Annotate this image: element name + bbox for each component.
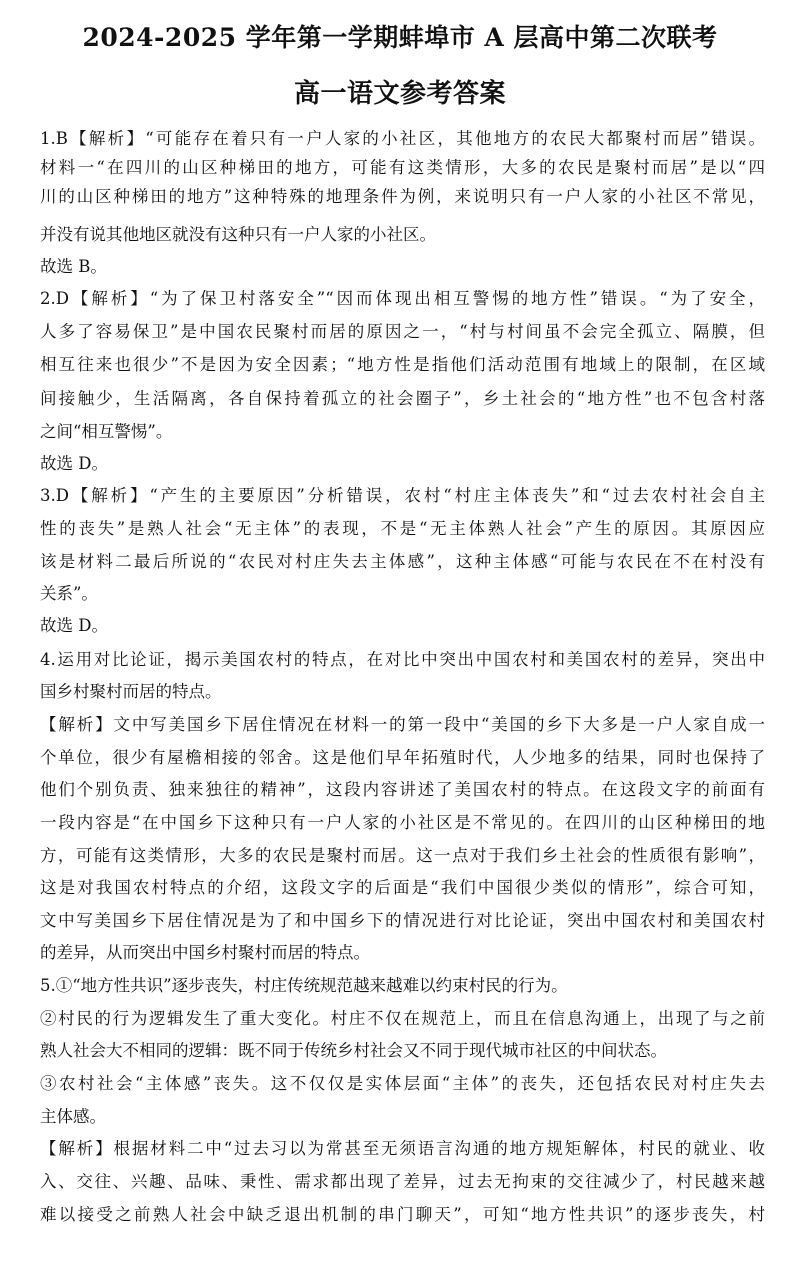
- text-line: 主体感。: [40, 1107, 106, 1126]
- text-line: 该是材料二最后所说的“农民对村庄失去主体感”，这种主体感“可能与农民在不在村没有: [40, 552, 765, 571]
- text-line: 【解析】文中写美国乡下居住情况在材料一的第一段中“美国的乡下大多是一户人家自成一: [40, 715, 765, 734]
- document-title: 2024-2025 学年第一学期蚌埠市 A 层高中第二次联考: [82, 23, 718, 52]
- text-line: 一段内容是“在中国乡下这种只有一户人家的小社区是不常见的。在四川的山区种梯田的地: [40, 813, 765, 832]
- text-line: 之间“相互警惕”。: [40, 422, 173, 441]
- text-line: 故选 D。: [40, 616, 108, 635]
- text-line: 材料一“在四川的山区种梯田的地方，可能有这类情形，大多的农民是聚村而居”是以“四: [40, 158, 765, 177]
- text-line: 人多了容易保卫”是中国农民聚村而居的原因之一，“村与村间虽不会完全孤立、隔膜，但: [40, 322, 765, 341]
- text-line: 入、交往、兴趣、品味、秉性、需求都出现了差异，过去无拘束的交往减少了，村民越来越: [40, 1172, 765, 1191]
- text-line: 个单位，很少有屋檐相接的邻舍。这是他们早年拓殖时代，人少地多的结果，同时也保持了: [40, 748, 765, 767]
- text-line: 的差异，从而突出中国乡村聚村而居的特点。: [40, 943, 370, 962]
- text-line: 3.D【解析】“产生的主要原因”分析错误，农村“村庄主体丧失”和“过去农村社会自主: [40, 486, 765, 505]
- text-line: 故选 B。: [40, 257, 107, 276]
- text-line: 1.B【解析】“可能存在着只有一户人家的小社区，其他地方的农民大都聚村而居”错误。: [40, 129, 765, 148]
- text-line: 熟人社会大不相同的逻辑：既不同于传统乡村社会又不同于现代城市社区的中间状态。: [40, 1041, 667, 1060]
- text-line: 5.①“地方性共识”逐步丧失，村庄传统规范越来越难以约束村民的行为。: [40, 976, 568, 995]
- text-line: 【解析】根据材料二中“过去习以为常甚至无须语言沟通的地方规矩解体，村民的就业、收: [40, 1139, 765, 1158]
- text-line: 关系”。: [40, 584, 98, 603]
- text-line: 他们个别负责、独来独往的精神”，这段内容讲述了美国农村的特点。在这段文字的前面有: [40, 780, 765, 799]
- text-line: 这是对我国农村特点的介绍，这段文字的后面是“我们中国很少类似的情形”，综合可知，: [40, 878, 765, 897]
- text-line: ②村民的行为逻辑发生了重大变化。村庄不仅在规范上，而且在信息沟通上，出现了与之前: [40, 1009, 765, 1028]
- text-line: ③农村社会“主体感”丧失。这不仅仅是实体层面“主体”的丧失，还包括农民对村庄失去: [40, 1074, 765, 1093]
- text-line: 并没有说其他地区就没有这种只有一户人家的小社区。: [40, 225, 436, 244]
- text-line: 故选 D。: [40, 454, 108, 473]
- text-line: 性的丧失”是熟人社会“无主体”的表现，不是“无主体熟人社会”产生的原因。其原因应: [40, 519, 765, 538]
- text-line: 相互往来也很少”不是因为安全因素；“地方性是指他们活动范围有地域上的限制，在区域: [40, 355, 765, 374]
- text-line: 难以接受之前熟人社会中缺乏退出机制的串门聊天”，可知“地方性共识”的逐步丧失，村: [40, 1205, 765, 1224]
- text-line: 文中写美国乡下居住情况是为了和中国乡下的情况进行对比论证，突出中国农村和美国农村: [40, 911, 765, 930]
- text-line: 4.运用对比论证，揭示美国农村的特点，在对比中突出中国农村和美国农村的差异，突出中: [40, 650, 765, 669]
- text-line: 川的山区种梯田的地方”这种特殊的地理条件为例，来说明只有一户人家的小社区不常见，: [40, 187, 765, 206]
- text-line: 国乡村聚村而居的特点。: [40, 682, 222, 701]
- text-line: 间接触少，生活隔离，各自保持着孤立的社会圈子”，乡土社会的“地方性”也不包含村落: [40, 389, 765, 408]
- text-line: 2.D【解析】“为了保卫村落安全”“因而体现出相互警惕的地方性”错误。“为了安全，: [40, 289, 765, 308]
- text-line: 方，可能有这类情形，大多的农民是聚村而居。这一点对于我们乡土社会的性质很有影响”，: [40, 846, 765, 865]
- document-subtitle: 高一语文参考答案: [293, 79, 506, 109]
